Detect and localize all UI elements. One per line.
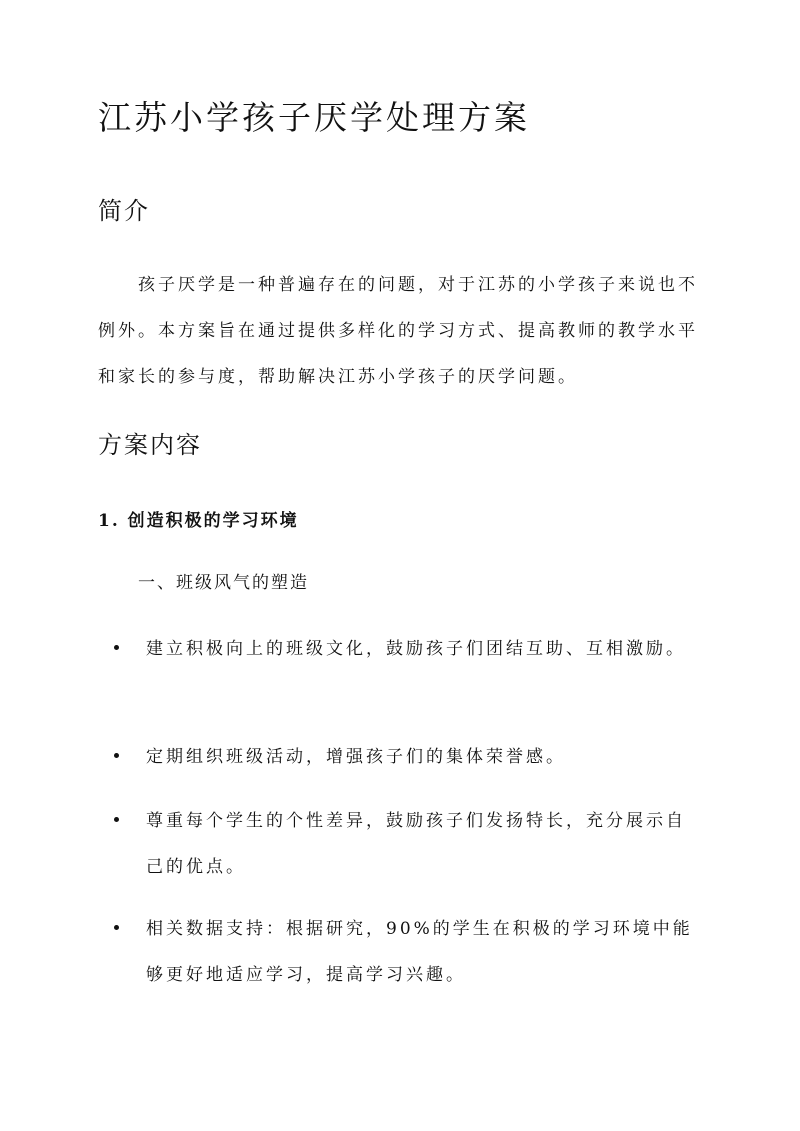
intro-heading: 简介	[98, 197, 150, 225]
document-title: 江苏小学孩子厌学处理方案	[98, 98, 530, 137]
bullet-icon	[114, 925, 119, 930]
list-item-text: 相关数据支持：根据研究，90%的学生在积极的学习环境中能够更好地适应学习，提高学习兴趣。	[146, 919, 693, 985]
content-heading: 方案内容	[98, 431, 202, 459]
list-item-text: 定期组织班级活动，增强孩子们的集体荣誉感。	[146, 747, 566, 767]
bullet-icon	[114, 753, 119, 758]
list-item-text: 建立积极向上的班级文化，鼓励孩子们团结互助、互相激励。	[146, 639, 686, 659]
bullet-icon	[114, 645, 119, 650]
intro-paragraph: 孩子厌学是一种普遍存在的问题，对于江苏的小学孩子来说也不例外。本方案旨在通过提供多样化的学习方式、提高教师的教学水平和家长的参与度，帮助解决江苏小学孩子的厌学问题。	[98, 275, 698, 387]
list-item-text: 尊重每个学生的个性差异，鼓励孩子们发扬特长，充分展示自己的优点。	[146, 811, 686, 877]
subsection-heading: 一、班级风气的塑造	[138, 573, 309, 593]
section-heading-1: 1. 创造积极的学习环境	[98, 511, 299, 531]
bullet-icon	[114, 817, 119, 822]
